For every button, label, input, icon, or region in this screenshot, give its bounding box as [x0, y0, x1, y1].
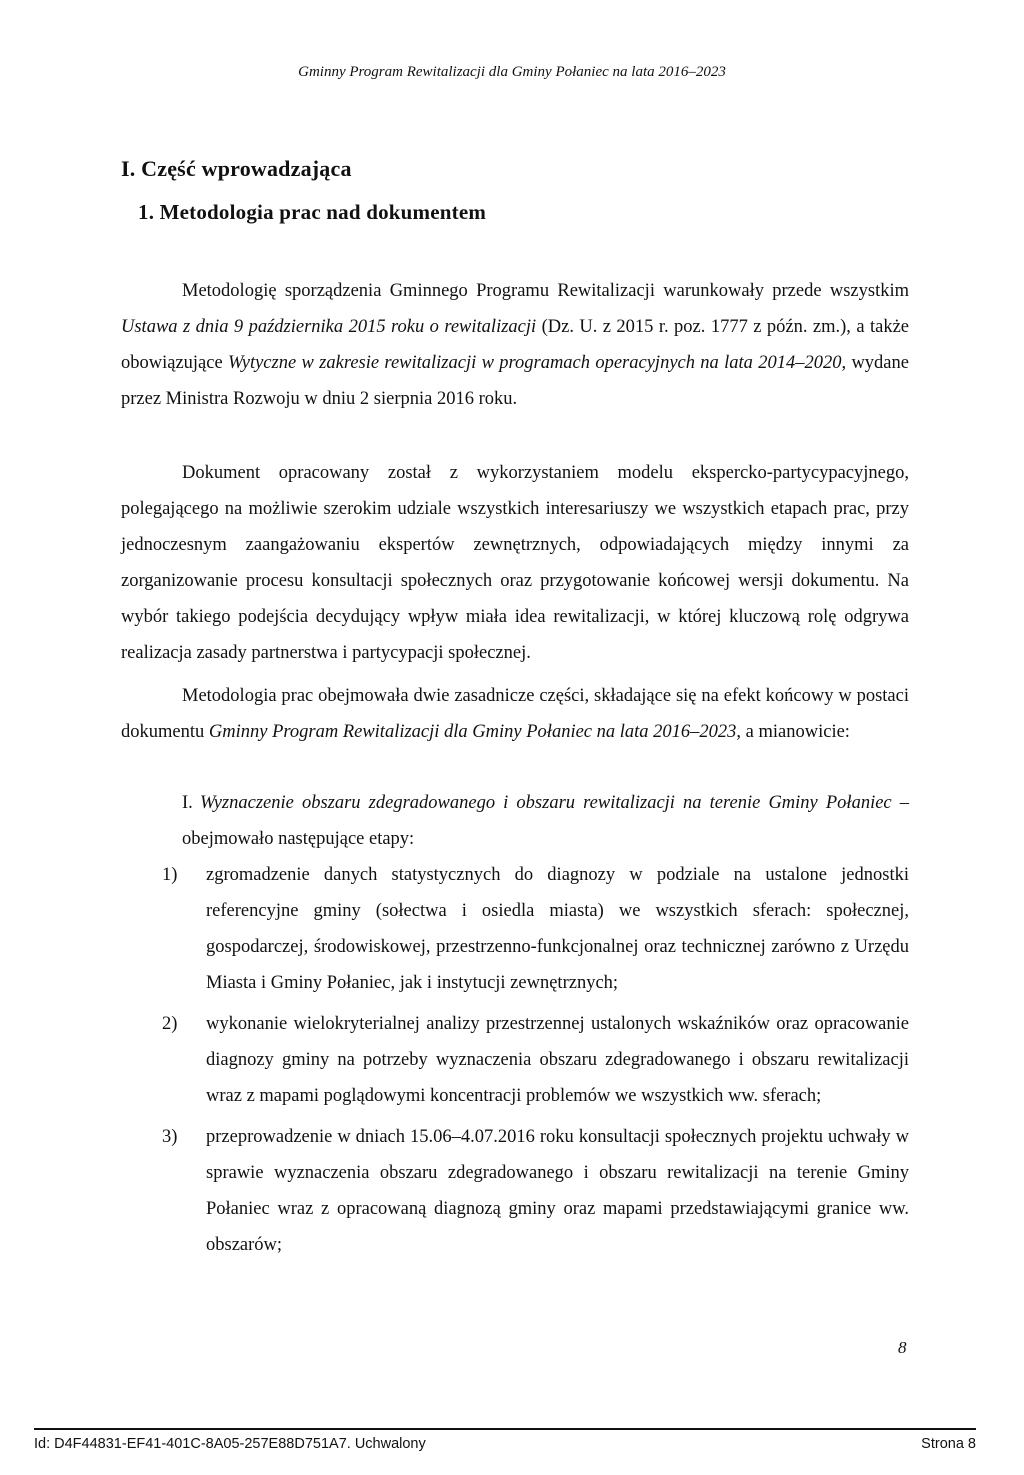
list-item-text: przeprowadzenie w dniach 15.06–4.07.2016 roku konsultacji społecznych projektu uchwały w sprawie wyznaczenia obszaru zdegradowanego i obszaru rewitalizacji na terenie Gminy Połaniec wraz z opracowaną diagnozą gminy oraz mapami przedstawiającymi granice ww. obszarów; — [206, 1127, 909, 1255]
footer-divider — [34, 1428, 976, 1430]
page-number: 8 — [898, 1338, 907, 1357]
footer-page-label: Strona 8 — [921, 1436, 976, 1452]
paragraph-text: Metodologię sporządzenia Gminnego Programu Rewitalizacji warunkowały przede wszystkim — [182, 281, 909, 301]
part-number: I. — [182, 793, 193, 813]
list-item-text: zgromadzenie danych statystycznych do diagnozy w podziale na ustalone jednostki referencyjne gminy (sołectwa i osiedla miasta) we wszystkich sferach: społecznej, gospodarczej, środowiskowej, przestrzenno-funkcjonalnej oraz technicznej zarówno z Urzędu Miasta i Gminy Połaniec, jak i instytucji zewnętrznych; — [206, 865, 909, 993]
document-id: Id: D4F44831-EF41-401C-8A05-257E88D751A7. Uchwalony — [34, 1436, 426, 1452]
paragraph-methodology — [121, 273, 909, 417]
running-header: Gminny Program Rewitalizacji dla Gminy Połaniec na lata 2016–2023 — [298, 64, 726, 80]
paragraph-text: (Dz. U. z 2015 r. poz. 1777 z późn. zm.), a także obowiązujące — [121, 317, 910, 373]
guidelines-title: Wytyczne w zakresie rewitalizacji w programach operacyjnych na lata 2014–2020 — [228, 353, 842, 373]
paragraph-text: , wydane przez Ministra Rozwoju w dniu 2 sierpnia 2016 roku. — [121, 353, 909, 409]
subsection-heading: 1. Metodologia prac nad dokumentem — [138, 200, 487, 224]
part-one — [121, 785, 909, 857]
paragraph-parts — [121, 678, 909, 750]
paragraph-text: , a mianowicie: — [736, 722, 850, 742]
list-item-number: 2) — [162, 1014, 178, 1034]
list-item-number: 1) — [162, 865, 178, 885]
paragraph-model — [121, 455, 909, 671]
part-text: – obejmowało następujące etapy: — [182, 793, 909, 849]
list-item — [121, 1119, 909, 1263]
list-item — [121, 857, 909, 1001]
program-title: Gminny Program Rewitalizacji dla Gminy Połaniec na lata 2016–2023 — [208, 722, 737, 742]
steps-list — [121, 857, 909, 1268]
section-heading: I. Część wprowadzająca — [121, 156, 352, 181]
law-title: Ustawa z dnia 9 października 2015 roku o rewitalizacji — [121, 317, 537, 337]
paragraph-text: Dokument opracowany został z wykorzystaniem modelu ekspercko-partycypacyjnego, polegającego na możliwie szerokim udziale wszystkich interesariuszy we wszystkich etapach prac, przy jednoczesnym zaangażowaniu ekspertów zewnętrznych, odpowiadających między innymi za zorganizowanie procesu konsultacji społecznych oraz przygotowanie końcowej wersji dokumentu. Na wybór takiego podejścia decydujący wpływ miała idea rewitalizacji, w której kluczową rolę odgrywa realizacja zasady partnerstwa i partycypacji społecznej. — [121, 463, 909, 663]
list-item-text: wykonanie wielokryterialnej analizy przestrzennej ustalonych wskaźników oraz opracowanie diagnozy gminy na potrzeby wyznaczenia obszaru zdegradowanego i obszaru rewitalizacji wraz z mapami poglądowymi koncentracji problemów we wszystkich ww. sferach; — [206, 1014, 909, 1106]
list-item — [121, 1006, 909, 1114]
part-title: Wyznaczenie obszaru zdegradowanego i obszaru rewitalizacji na terenie Gminy Połaniec — [200, 793, 892, 813]
paragraph-text: Metodologia prac obejmowała dwie zasadnicze części, składające się na efekt końcowy w postaci dokumentu — [121, 686, 909, 742]
list-item-number: 3) — [162, 1127, 178, 1147]
